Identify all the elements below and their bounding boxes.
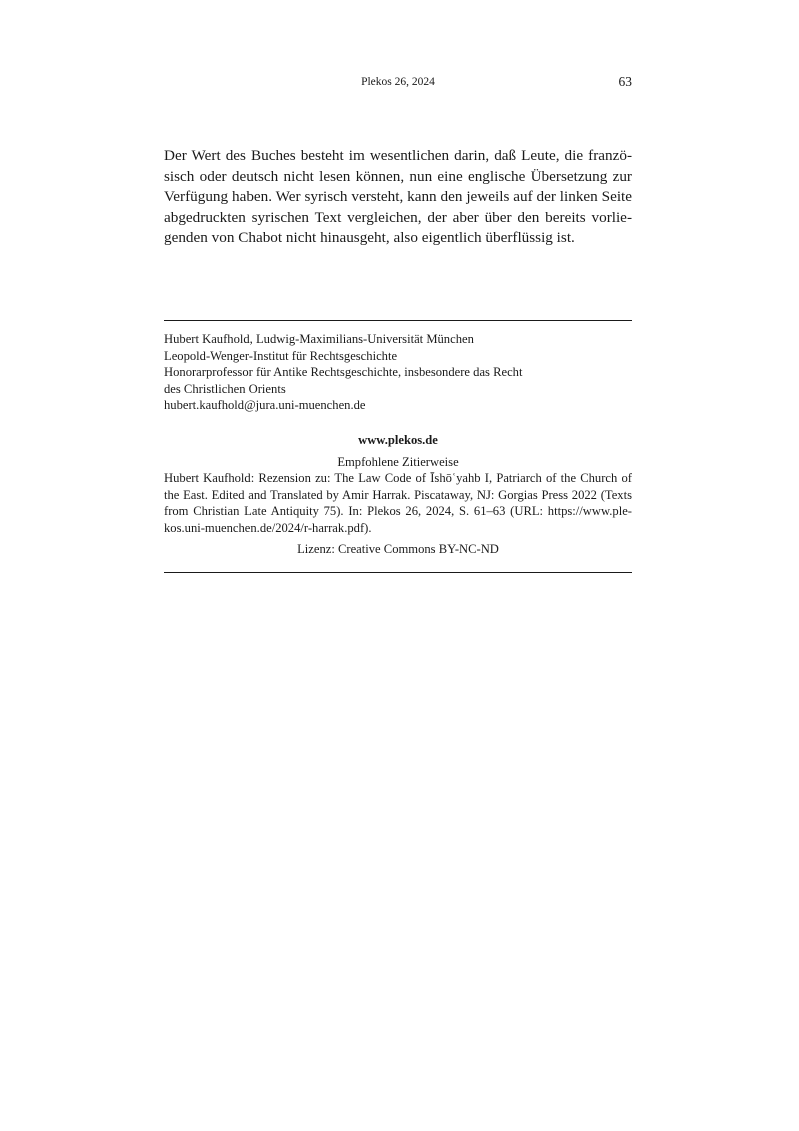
license-text: Lizenz: Creative Commons BY-NC-ND — [297, 541, 499, 556]
citation-text: Hubert Kaufhold: Rezension zu: The Law Code of Īshōʿyahb I, Patriarch of the Church of the East. Edited and Translated by Amir Harrak. Piscataway, NJ: Gorgias Press 2022 (Texts from Christian Late Antiquity 75). In: Plekos 26, 2024, S. 61–63 (URL: https://www.plekos.uni-muenchen.de/2024/r-harrak.pdf). — [164, 471, 632, 535]
site-link[interactable]: www.plekos.de — [358, 433, 438, 447]
author-title: Honorarprofessor für Antike Rechtsgeschichte, insbesondere das Recht — [164, 365, 523, 380]
citation-heading: Empfohlene Zitierweise — [337, 454, 459, 469]
running-title: Plekos 26, 2024 — [361, 76, 435, 88]
divider-top — [164, 320, 632, 321]
body-paragraph: Der Wert des Buches besteht im wesentlichen darin, daß Leute, die französisch oder deutsch nicht lesen können, nun eine englische Übersetzung zur Verfügung haben. Wer syrisch versteht, kann den jeweils auf der linken Seite abgedruckten syrischen Text vergleichen, der aber über den bereits vorliegenden von Chabot nicht hinausgeht, also eigentlich überflüssig ist. — [164, 147, 632, 246]
page-number: 63 — [618, 74, 632, 89]
author-institute: Leopold-Wenger-Institut für Rechtsgeschichte — [164, 348, 398, 363]
author-name-affiliation: Hubert Kaufhold, Ludwig-Maximilians-Universität München — [164, 332, 474, 346]
author-email[interactable]: hubert.kaufhold@jura.uni-muenchen.de — [164, 398, 366, 413]
author-title-continued: des Christlichen Orients — [164, 381, 286, 396]
author-info — [164, 331, 632, 414]
running-header — [164, 74, 632, 92]
divider-bottom — [164, 572, 632, 573]
citation-footer — [164, 432, 632, 557]
